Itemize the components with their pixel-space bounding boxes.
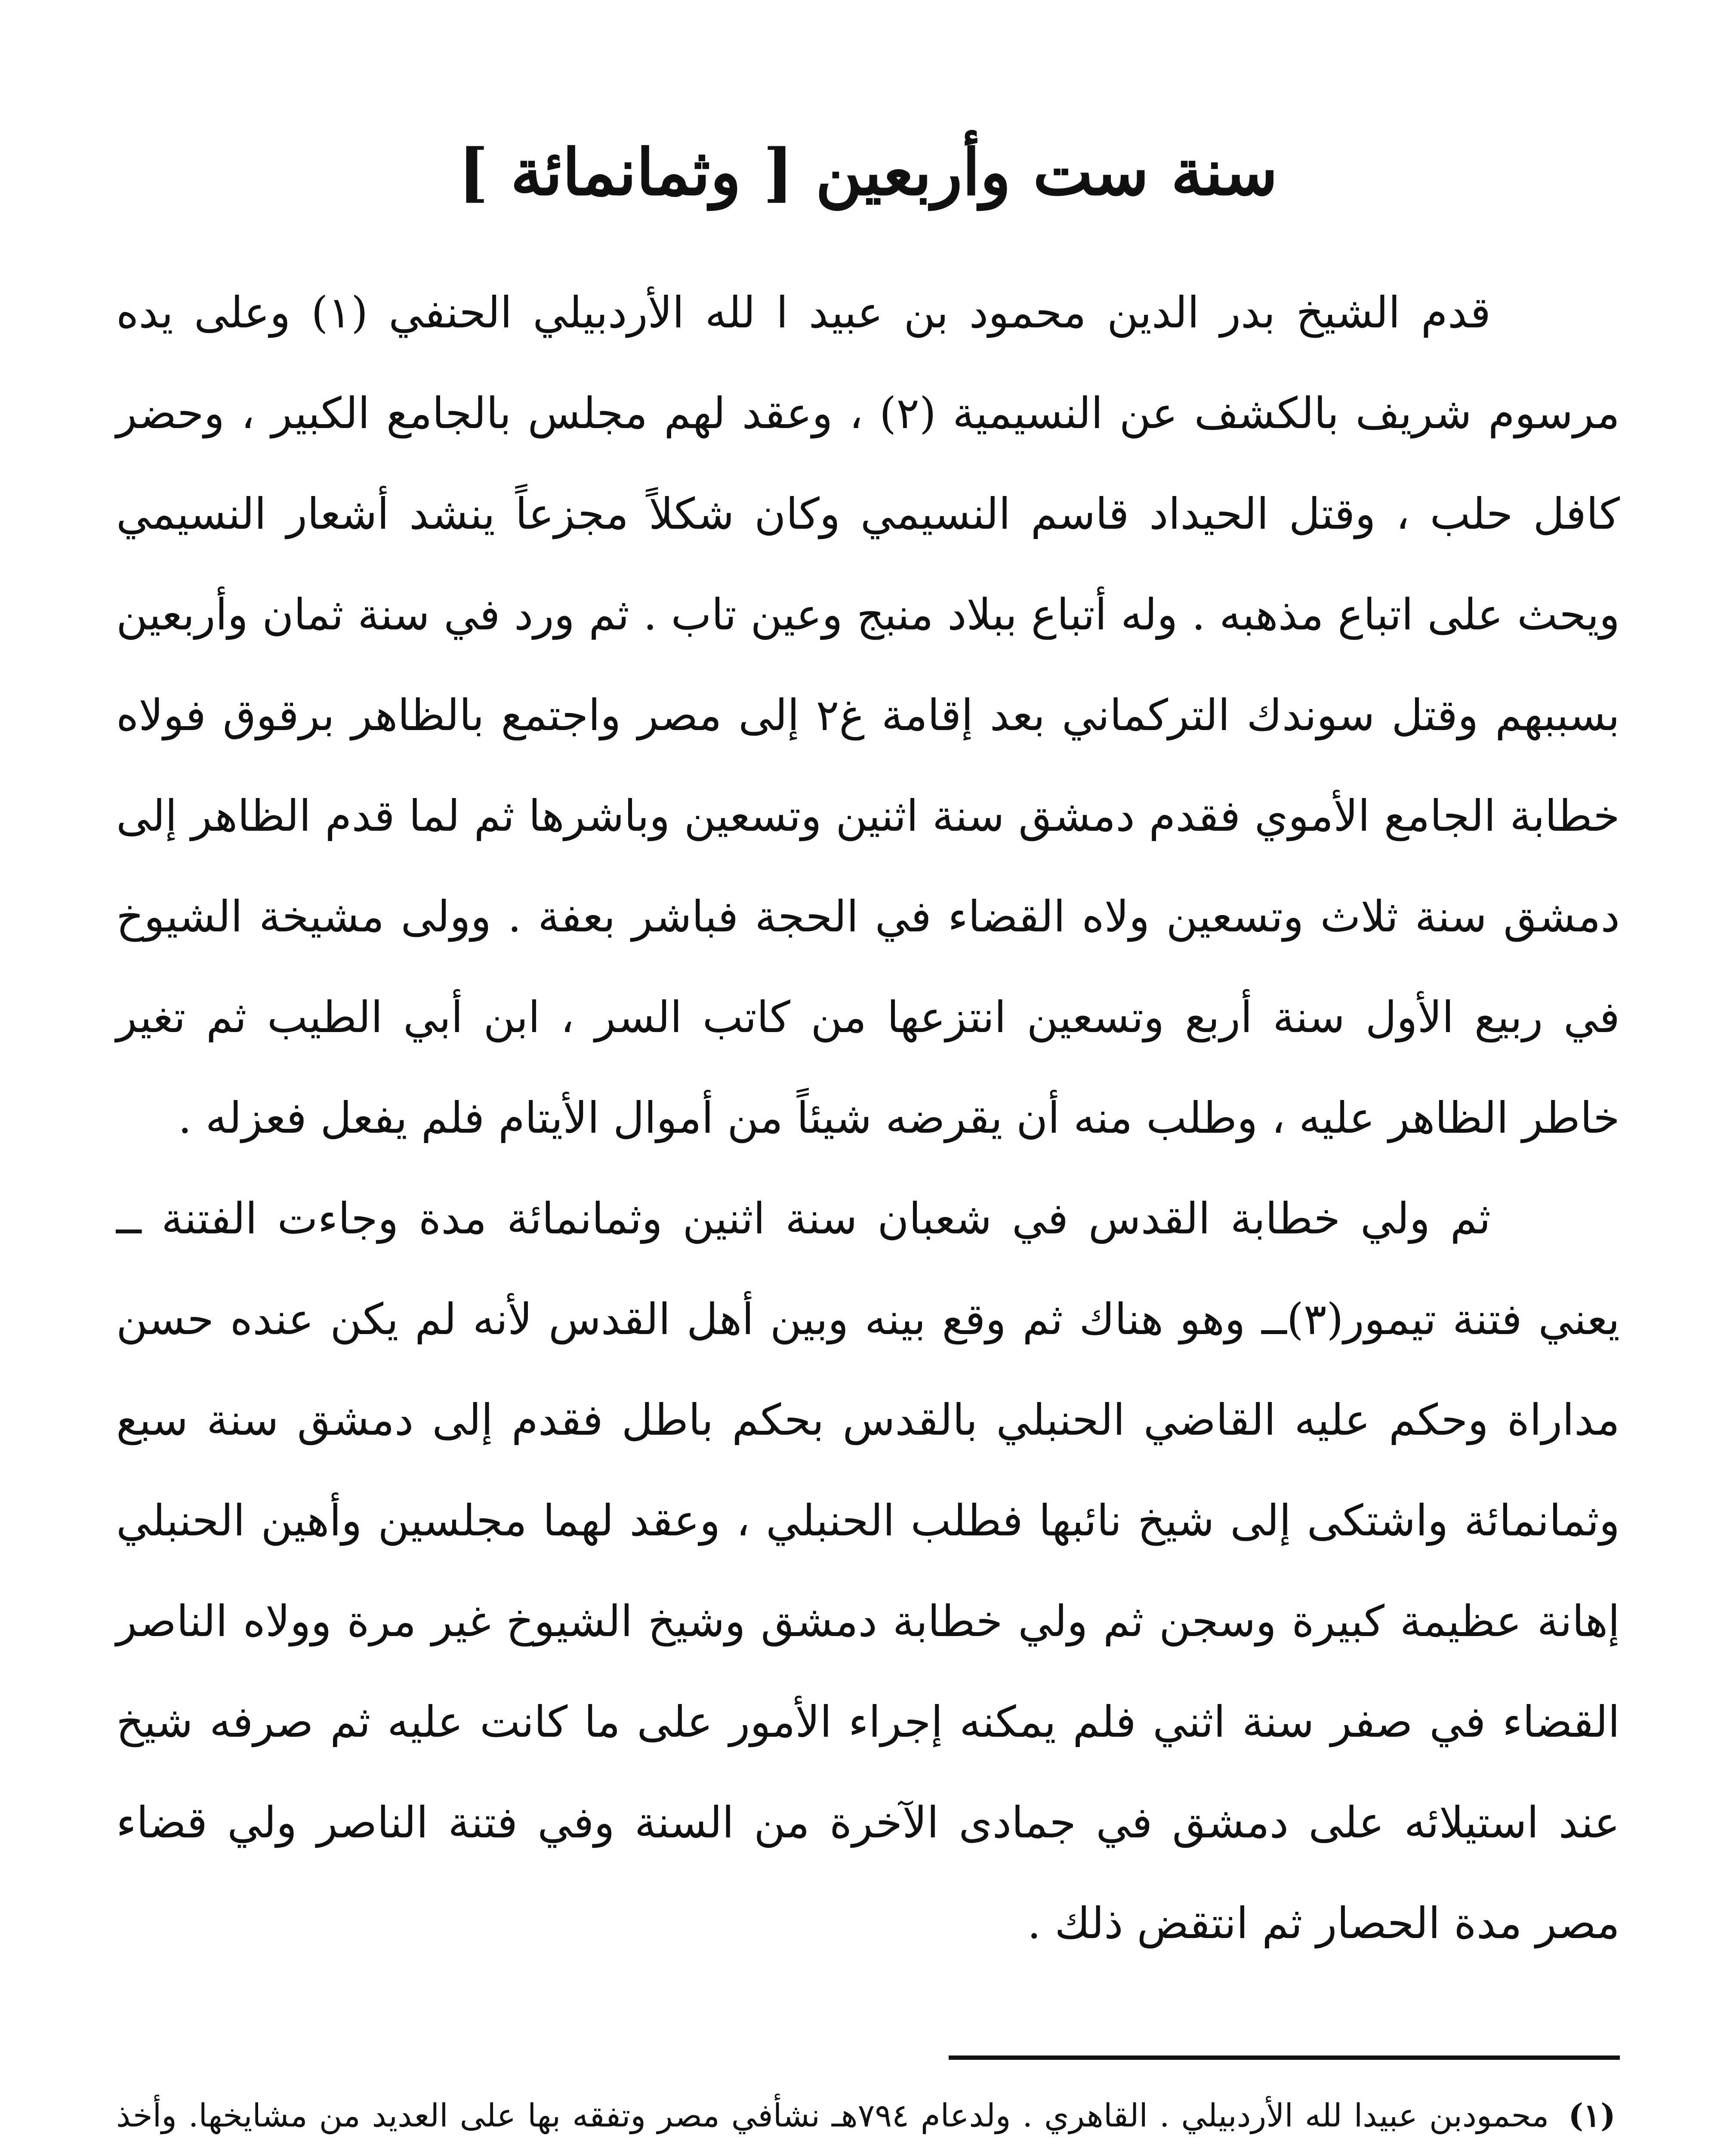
footnote-text: محمودبن عبيدا لله الأردبيلي . القاهري . ولدعام ٧٩٤هـ نشأفي مصر وتفقه بها على العديد من مشايخها. وأخذ [116,2097,1549,2134]
paragraph-1: قدم الشيخ بدر الدين محمود بن عبيد ا لله الأردبيلي الحنفي (١) وعلى يده مرسوم شريف بالكشف عن النسيمية (٢) ، وعقد لهم مجلس بالجامع الكبير ، وحضر كافل حلب ، وقتل الحيداد قاسم النسيمي وكان شكلاً مجزعاً ينشد أشعار النسيمي ويحث على اتباع مذهبه . وله أتباع ببلاد منبج وعين تاب . ثم ورد في سنة ثمان وأربعين بسببهم وقتل سوندك التركماني بعد إقامة غ٢ إلى مصر واجتمع بالظاهر برقوق فولاه خطابة الجامع الأموي فقدم دمشق سنة اثنين وتسعين وباشرها ثم لما قدم الظاهر إلى دمشق سنة ثلاث وتسعين ولاه القضاء في الحجة فباشر بعفة . وولى مشيخة الشيوخ في ربيع الأول سنة أربع وتسعين انتزعها من كاتب السر ، ابن أبي الطيب ثم تغير خاطر الظاهر عليه ، وطلب منه أن يقرضه شيئاً من أموال الأيتام فلم يفعل فعزله . [116,287,1620,1143]
footnote-separator [949,2055,1620,2060]
footnote-number: (١) [1568,2097,1616,2134]
footnote-1 [116,2086,1620,2151]
footnotes [116,2086,1620,2151]
paragraph-2: ثم ولي خطابة القدس في شعبان سنة اثنين وثمانمائة مدة وجاءت الفتنة ــ يعني فتنة تيمور(٣)ــ وهو هناك ثم وقع بينه وبين أهل القدس لأنه لم يكن عنده حسن مداراة وحكم عليه القاضي الحنبلي بالقدس بحكم باطل فقدم إلى دمشق سنة سبع وثمانمائة واشتكى إلى شيخ نائبها فطلب الحنبلي ، وعقد لهما مجلسين وأهين الحنبلي إهانة عظيمة كبيرة وسجن ثم ولي خطابة دمشق وشيخ الشيوخ غير مرة وولاه الناصر القضاء في صفر سنة اثني فلم يمكنه إجراء الأمور على ما كانت عليه ثم صرفه شيخ عند استيلائه على دمشق في جمادى الآخرة من السنة وفي فتنة الناصر ولي قضاء مصر مدة الحصار ثم انتقض ذلك . [116,1193,1620,1948]
main-text [116,262,1620,1974]
chapter-title: سنة ست وأربعين [ وثمانمائة ] [458,135,1278,210]
